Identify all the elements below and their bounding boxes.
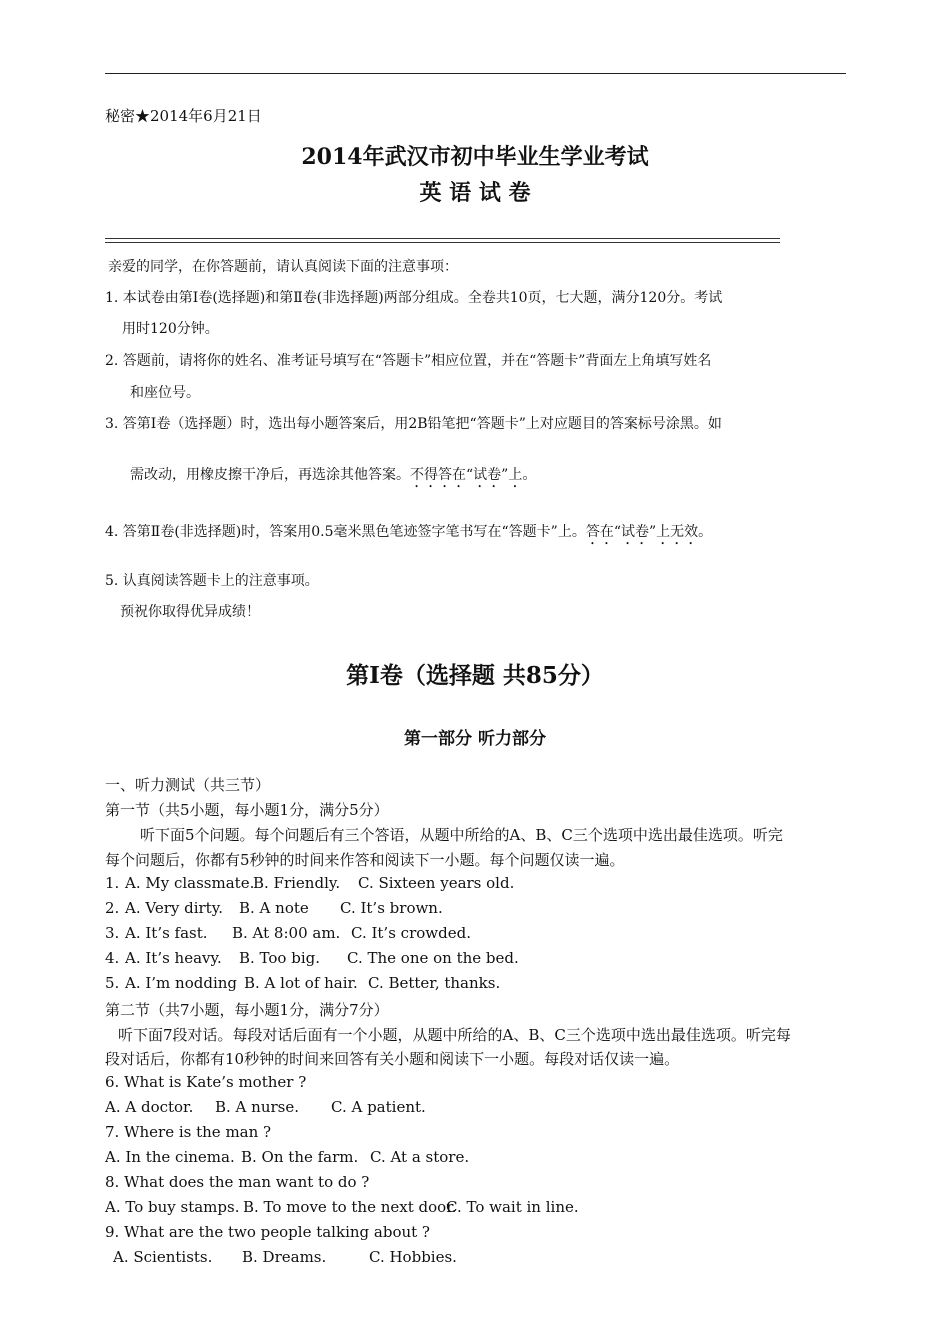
option-a: A. Very dirty. [125, 899, 223, 917]
notice-item-4-emphasis: 答在“试卷”上无效 [585, 524, 699, 540]
notice-item-4-text: 4. 答第Ⅱ卷(非选择题)时，答案用0.5毫米黑色笔迹签字笔书写在“答题卡”上。 [105, 524, 586, 540]
question-number: 5. [105, 974, 120, 992]
option-c: C. The one on the bed. [347, 949, 519, 967]
notice-item-5: 5. 认真阅读答题卡上的注意事项。 [105, 573, 319, 589]
section-1-instructions-cont: 每个问题后，你都有5秒钟的时间来作答和阅读下一小题。每个问题仅读一遍。 [105, 851, 625, 869]
question-7-stem: 7. Where is the man ? [105, 1123, 272, 1141]
option-c: C. A patient. [331, 1098, 426, 1116]
notice-greeting: 亲爱的同学，在你答题前，请认真阅读下面的注意事项： [108, 259, 458, 275]
question-8-stem: 8. What does the man want to do ? [105, 1173, 370, 1191]
option-b: B. To move to the next door. [243, 1198, 457, 1216]
option-b: B. A nurse. [215, 1098, 299, 1116]
section-1-title: 第一节（共5小题，每小题1分，满分5分） [105, 801, 389, 819]
option-b: B. Dreams. [242, 1248, 327, 1266]
option-a: A. To buy stamps. [105, 1198, 240, 1216]
exam-title: 2014年武汉市初中毕业生学业考试 [301, 144, 649, 170]
option-b: B. At 8:00 am. [232, 924, 341, 942]
question-number: 3. [105, 924, 120, 942]
question-6-stem: 6. What is Kate’s mother ? [105, 1073, 307, 1091]
option-b: B. Too big. [239, 949, 320, 967]
question-number: 1. [105, 874, 120, 892]
double-rule [105, 238, 780, 243]
option-a: A. It’s fast. [125, 924, 208, 942]
listening-title: 一、听力测试（共三节） [105, 776, 271, 794]
option-c: C. It’s brown. [340, 899, 443, 917]
notice-wish: 预祝你取得优异成绩！ [120, 604, 260, 620]
option-b: B. Friendly. [253, 874, 341, 892]
option-c: C. At a store. [370, 1148, 470, 1166]
option-c: C. To wait in line. [446, 1198, 579, 1216]
notice-item-2-cont: 和座位号。 [130, 385, 200, 401]
notice-item-1: 1. 本试卷由第Ⅰ卷(选择题)和第Ⅱ卷(非选择题)两部分组成。全卷共10页，七大题，满分120分。考试 [105, 290, 723, 306]
option-a: A. In the cinema. [105, 1148, 235, 1166]
option-a: A. It’s heavy. [125, 949, 222, 967]
top-rule [105, 73, 846, 74]
option-c: C. Better, thanks. [368, 974, 501, 992]
secret-date: 秘密★2014年6月21日 [105, 107, 262, 125]
section-2-instructions: 听下面7段对话。每段对话后面有一个小题，从题中所给的A、B、C三个选项中选出最佳选项。听完每 [118, 1026, 791, 1044]
notice-item-3-emphasis: 不得答在“试卷”上 [410, 467, 523, 483]
section-1-instructions: 听下面5个问题。每个问题后有三个答语，从题中所给的A、B、C三个选项中选出最佳选项。听完 [140, 826, 783, 844]
question-9-stem: 9. What are the two people talking about ? [105, 1223, 430, 1241]
notice-item-3-end: 。 [522, 467, 537, 483]
notice-item-1-cont: 用时120分钟。 [122, 321, 219, 337]
notice-item-4-end: 。 [698, 524, 713, 540]
part-1-heading: 第Ⅰ卷（选择题 共85分） [346, 662, 604, 689]
question-number: 2. [105, 899, 120, 917]
option-b: B. On the farm. [241, 1148, 359, 1166]
option-c: C. Sixteen years old. [358, 874, 515, 892]
option-a: A. A doctor. [105, 1098, 194, 1116]
notice-item-3-cont [130, 464, 536, 491]
notice-item-3: 3. 答第Ⅰ卷（选择题）时，选出每小题答案后，用2B铅笔把“答题卡”上对应题目的答案标号涂黑。如 [105, 416, 722, 432]
notice-item-3-text: 需改动，用橡皮擦干净后，再选涂其他答案。 [130, 467, 410, 483]
question-number: 4. [105, 949, 120, 967]
listening-section-heading: 第一部分 听力部分 [404, 729, 546, 749]
option-a: A. I’m nodding [125, 974, 238, 992]
option-b: B. A note [239, 899, 309, 917]
option-a: A. Scientists. [113, 1248, 213, 1266]
notice-item-4 [105, 521, 712, 548]
exam-subtitle: 英 语 试 卷 [419, 180, 531, 206]
option-c: C. It’s crowded. [351, 924, 471, 942]
notice-item-2: 2. 答题前，请将你的姓名、准考证号填写在“答题卡”相应位置，并在“答题卡”背面左上角填写姓名 [105, 353, 712, 369]
section-2-instructions-cont: 段对话后，你都有10秒钟的时间来回答有关小题和阅读下一小题。每段对话仅读一遍。 [105, 1050, 680, 1068]
section-2-title: 第二节（共7小题，每小题1分，满分7分） [105, 1001, 389, 1019]
option-c: C. Hobbies. [369, 1248, 457, 1266]
option-b: B. A lot of hair. [244, 974, 358, 992]
option-a: A. My classmate. [125, 874, 255, 892]
